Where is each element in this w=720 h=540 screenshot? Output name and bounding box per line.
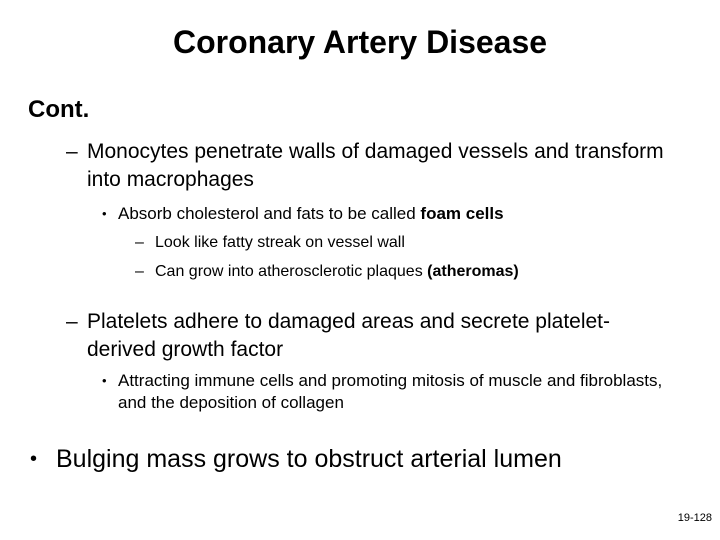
bullet-bulging-mass [30, 444, 710, 474]
bullet-platelets [66, 308, 676, 364]
bullet-marker: • [30, 448, 38, 470]
text-plain: Can grow into atherosclerotic plaques [155, 263, 428, 280]
bullet-text: Attracting immune cells and promoting mitosis of muscle and fibroblasts, and the deposition of collagen [118, 371, 663, 412]
text-plain: Absorb cholesterol and fats to be called [118, 204, 421, 223]
slide-number: 19-128 [677, 512, 712, 524]
text-bold-term: foam cells [420, 204, 504, 223]
dash-marker: – [66, 140, 78, 163]
slide-title: Coronary Artery Disease [172, 24, 548, 60]
bullet-marker: • [102, 373, 107, 388]
bullet-text: Look like fatty streak on vessel wall [155, 234, 405, 251]
dash-marker: – [66, 310, 78, 333]
bullet-monocytes [66, 138, 676, 194]
slide-subheading: Cont. [28, 96, 90, 123]
bullet-text: Monocytes penetrate walls of damaged vessels and transform into macrophages [87, 140, 664, 191]
bullet-attracting-cells [102, 370, 692, 414]
bullet-fatty-streak [135, 232, 695, 254]
bullet-marker: • [102, 206, 107, 221]
bullet-text: Platelets adhere to damaged areas and secrete platelet-derived growth factor [87, 310, 611, 361]
bullet-foam-cells [102, 203, 692, 225]
bullet-text [102, 203, 692, 225]
text-bold-term: (atheromas) [427, 263, 519, 280]
bullet-text [135, 261, 695, 283]
bullet-text: Bulging mass grows to obstruct arterial lumen [56, 445, 562, 473]
dash-marker: – [135, 234, 144, 251]
dash-marker: – [135, 263, 144, 280]
bullet-atheromas [135, 261, 695, 283]
